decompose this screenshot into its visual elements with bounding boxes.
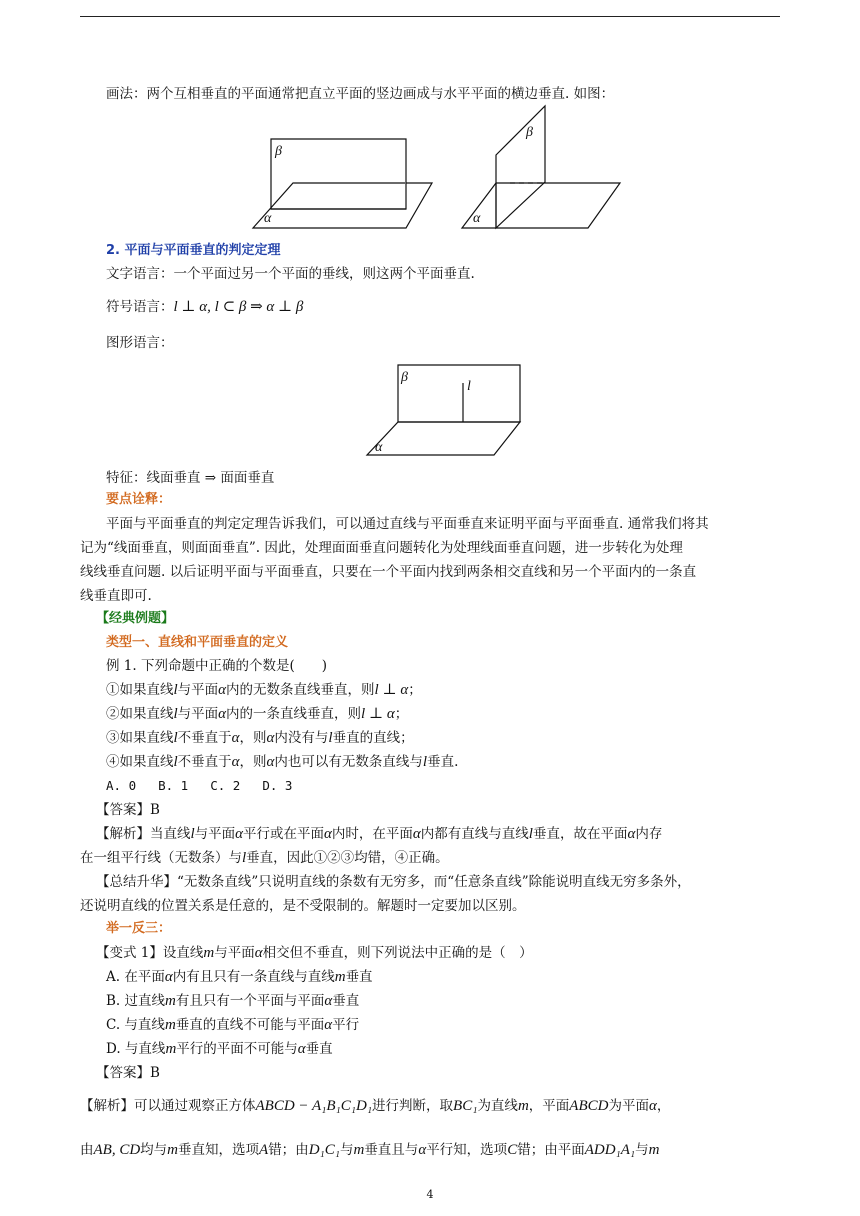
- example1-summary-line-1: 【总结升华】“无数条直线”只说明直线的条数有无穷多，而“任意条直线”除能说明直线无穷多条外，: [96, 874, 691, 890]
- graphic-language-label: 图形语言：: [106, 335, 174, 351]
- label-beta-3: β: [401, 370, 408, 385]
- key-points-line-1: 平面与平面垂直的判定定理告诉我们，可以通过直线与平面垂直来证明平面与平面垂直. 通常我们将其: [106, 516, 709, 532]
- variant1-answer: 【答案】B: [96, 1065, 160, 1081]
- type1-heading: 类型一、直线和平面垂直的定义: [106, 635, 289, 650]
- example1-summary-line-2: 还说明直线的位置关系是任意的，是不受限制的。解题时一定要加以区别。: [80, 898, 526, 914]
- option-c: C. 2: [210, 778, 241, 793]
- variant1-analysis-line-1: 【解析】可以通过观察正方体ABCD − A₁B₁C₁D₁进行判断，取BC₁为直线m，平面ABCD为平面α，: [80, 1098, 671, 1114]
- example1-stem: 例 1. 下列命题中正确的个数是( ): [106, 658, 327, 674]
- drawing-method-text: 画法：两个互相垂直的平面通常把直立平面的竖边画成与水平平面的横边垂直. 如图：: [106, 86, 615, 102]
- variant1-option-b: B. 过直线m有且只有一个平面与平面α垂直: [106, 993, 360, 1009]
- example1-item-2: ②如果直线l与平面α内的一条直线垂直，则l ⊥ α；: [106, 706, 409, 722]
- example1-item-4: ④如果直线l不垂直于α，则α内也可以有无数条直线与l垂直.: [106, 754, 459, 770]
- example1-item-3: ③如果直线l不垂直于α，则α内没有与l垂直的直线；: [106, 730, 414, 746]
- key-points-line-2: 记为“线面垂直，则面面垂直”. 因此，处理面面垂直问题转化为处理线面垂直问题，进一步转化为处理: [80, 540, 683, 556]
- text-language-label: 文字语言：: [106, 266, 174, 282]
- section2-heading: 2. 平面与平面垂直的判定定理: [106, 243, 281, 258]
- example1-item-1: ①如果直线l与平面α内的无数条直线垂直，则l ⊥ α；: [106, 682, 422, 698]
- label-beta-1: β: [275, 144, 282, 159]
- key-points-line-4: 线垂直即可.: [80, 588, 152, 604]
- text-language-body: 一个平面过另一个平面的垂线，则这两个平面垂直.: [173, 266, 475, 282]
- label-alpha-3: α: [375, 440, 383, 455]
- classic-heading: 【经典例题】: [96, 611, 175, 626]
- label-alpha-2: α: [473, 211, 481, 226]
- key-points-line-3: 线线垂直问题. 以后证明平面与平面垂直，只要在一个平面内找到两条相交直线和另一个平面内的一条直: [80, 564, 697, 580]
- variant1-option-c: C. 与直线m垂直的直线不可能与平面α平行: [106, 1017, 360, 1033]
- label-beta-2: β: [526, 125, 533, 140]
- option-a: A. 0: [106, 778, 137, 793]
- example1-answer: 【答案】B: [96, 802, 160, 818]
- example1-analysis-line-1: 【解析】当直线l与平面α平行或在平面α内时，在平面α内都有直线与直线l垂直，故在平面α内存: [96, 826, 663, 842]
- label-alpha-1: α: [264, 211, 272, 226]
- example1-options: [106, 776, 314, 796]
- variant1-analysis-line-2: 由AB, CD均与m垂直知，选项A错；由D₁C₁与m垂直且与α平行知，选项C错；由平面ADD₁A₁与m: [80, 1142, 660, 1158]
- key-points-heading: 要点诠释：: [106, 492, 172, 507]
- variant1-option-a: A. 在平面α内有且只有一条直线与直线m垂直: [106, 969, 373, 985]
- feature-line: 特征：线面垂直 ⇒ 面面垂直: [106, 470, 275, 486]
- variant1-option-d: D. 与直线m平行的平面不可能与α垂直: [106, 1041, 333, 1057]
- page-number: 4: [426, 1188, 434, 1201]
- variant-heading: 举一反三：: [106, 921, 172, 936]
- symbol-language-expr: l ⊥ α, l ⊂ β ⇒ α ⊥ β: [173, 299, 304, 315]
- figure-plane-perpendicular-theorem: [0, 0, 860, 470]
- option-d: D. 3: [262, 778, 293, 793]
- example1-analysis-line-2: 在一组平行线（无数条）与l垂直，因此①②③均错，④正确。: [80, 850, 449, 866]
- variant1-stem: 【变式 1】设直线m与平面α相交但不垂直，则下列说法中正确的是（ ）: [96, 945, 533, 961]
- label-l-3: l: [467, 379, 471, 394]
- symbol-language-label: 符号语言：: [106, 299, 174, 315]
- option-b: B. 1: [158, 778, 189, 793]
